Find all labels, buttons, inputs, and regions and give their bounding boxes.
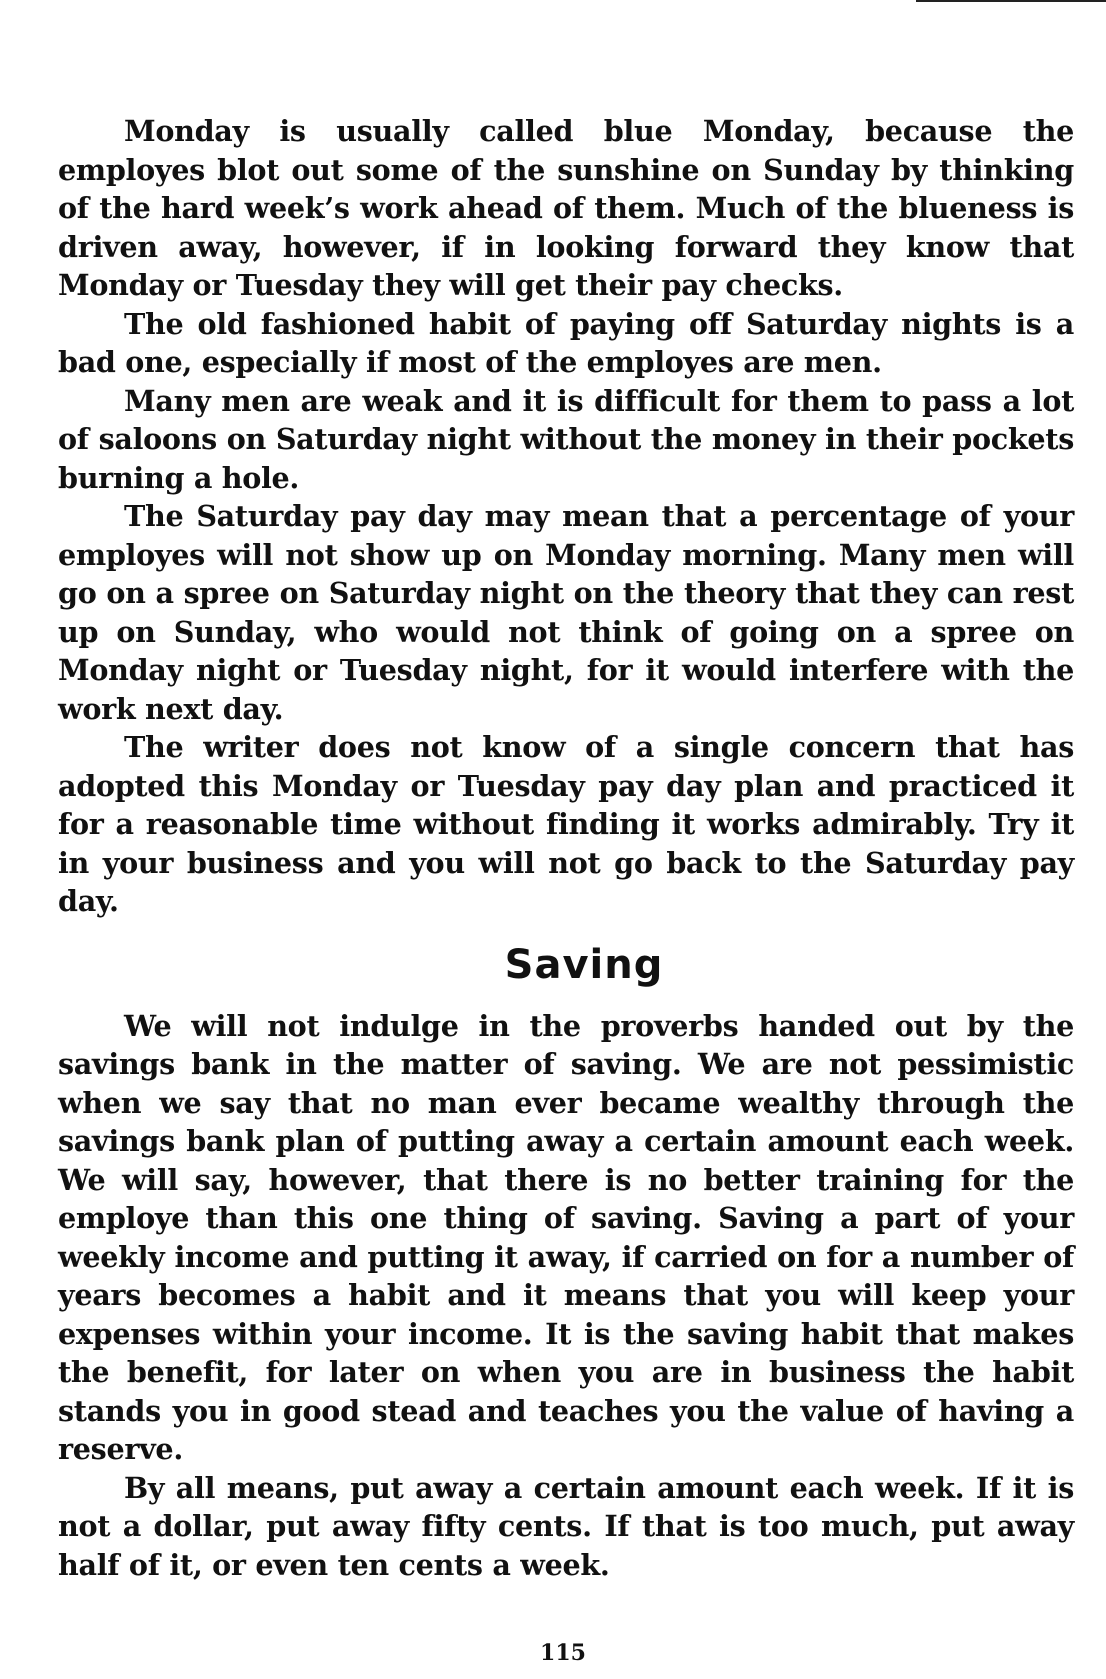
body-text [58, 112, 1074, 1584]
paragraph-put-away: By all means, put away a certain amount each week. If it is not a dollar, put away fifty cents. If that is too much, put away half of it, or even ten cents a week. [58, 1470, 1074, 1582]
paragraph-savings-bank: We will not indulge in the proverbs handed out by the savings bank in the matter of saving. We are not pessimistic when we say that no man ever became wealthy through the savings bank plan of putting away a certain amount each week. We will say, however, that there is no better training for the employe than this one thing of saving. Saving a part of your weekly income and putting it away, if carried on for a number of years becomes a habit and it means that you will keep your expenses within your income. It is the saving habit that makes the benefit, for later on when you are in business the habit stands you in good stead and teaches you the value of having a reserve. [58, 1008, 1074, 1466]
section-heading-saving: Saving [504, 941, 664, 988]
paragraph-blue-monday: Monday is usually called blue Monday, because the employes blot out some of the sunshine on Sunday by thinking of the hard week’s work ahead of them. Much of the blueness is driven away, however, if in looking forward they know that Monday or Tuesday they will get their pay checks. [58, 114, 1074, 302]
paragraph-writer-concern: The writer does not know of a single concern that has adopted this Monday or Tuesday pay day plan and practiced it for a reasonable time without finding it works admirably. Try it in your business and you will not go back to the Saturday pay day. [58, 730, 1074, 918]
paragraph-saturday-habit: The old fashioned habit of paying off Saturday nights is a bad one, especially if most of the employes are men. [58, 306, 1074, 379]
top-edge-rule [916, 0, 1106, 2]
page-number: 115 [540, 1640, 586, 1666]
paragraph-saturday-payday: The Saturday pay day may mean that a percentage of your employes will not show up on Monday morning. Many men will go on a spree on Saturday night on the theory that they can rest up on Sunday, who would not think of going on a spree on Monday night or Tuesday night, for it would interfere with the work next day. [58, 499, 1074, 726]
paragraph-saloons: Many men are weak and it is difficult for them to pass a lot of saloons on Saturday night without the money in their pockets burning a hole. [58, 383, 1074, 495]
